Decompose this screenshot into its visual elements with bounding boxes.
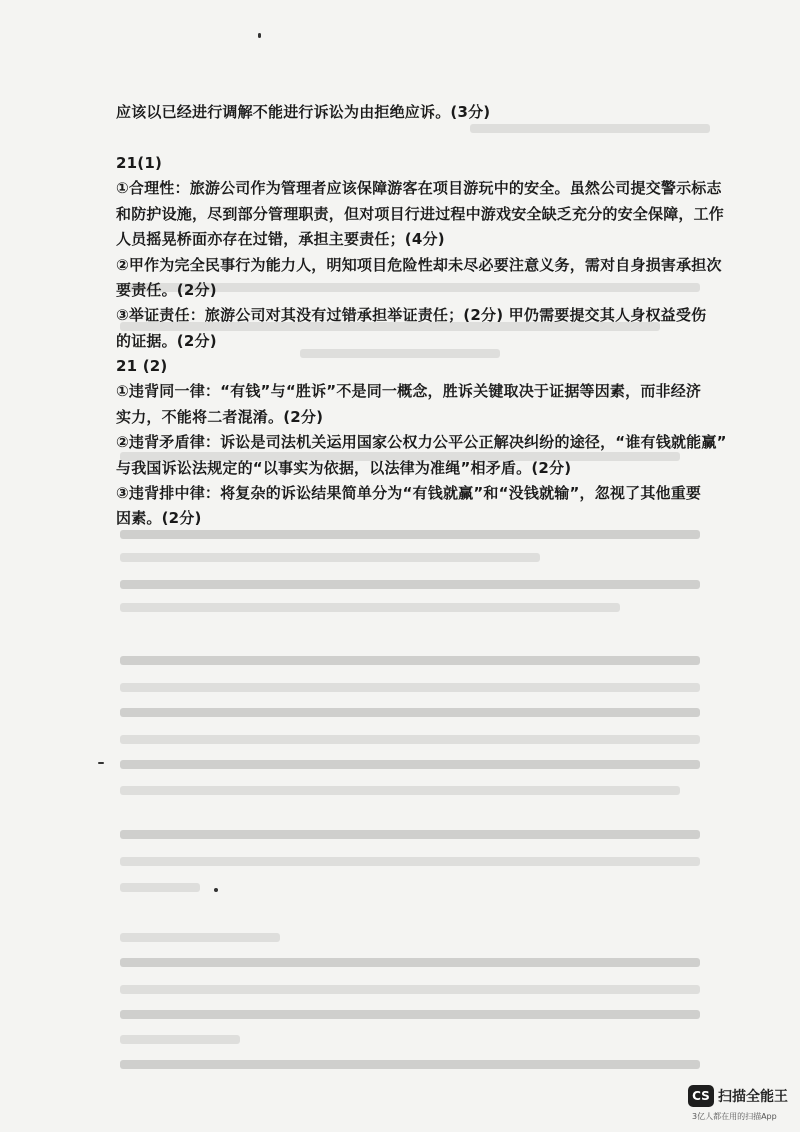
bleed-through-mark: [120, 603, 620, 612]
bleed-through-mark: [120, 1010, 700, 1019]
bleed-through-mark: [120, 683, 700, 692]
answer-line: ②甲作为完全民事行为能力人，明知项目危险性却未尽必要注意义务，需对自身损害承担次: [116, 256, 722, 274]
scan-speck: [98, 762, 104, 764]
scan-speck: [258, 33, 261, 38]
bleed-through-mark: [120, 530, 700, 539]
answer-line: 与我国诉讼法规定的“以事实为依据，以法律为准绳”相矛盾。(2分): [116, 459, 572, 477]
bleed-through-mark: [470, 124, 710, 133]
watermark-name: 扫描全能王: [718, 1089, 788, 1105]
answer-line: ②违背矛盾律：诉讼是司法机关运用国家公权力公平公正解决纠纷的途径，“谁有钱就能赢”: [116, 433, 727, 451]
answer-line: 的证据。(2分): [116, 332, 217, 350]
bleed-through-mark: [120, 760, 700, 769]
bleed-through-mark: [120, 708, 700, 717]
answer-line: 因素。(2分): [116, 509, 202, 527]
bleed-through-mark: [120, 857, 700, 866]
bleed-through-mark: [120, 580, 700, 589]
answer-line: 和防护设施，尽到部分管理职责，但对项目行进过程中游戏安全缺乏充分的安全保障，工作: [116, 205, 725, 223]
scanner-watermark: [688, 1083, 798, 1123]
answer-line: 应该以已经进行调解不能进行诉讼为由拒绝应诉。(3分): [116, 103, 491, 121]
answer-line: ③举证责任：旅游公司对其没有过错承担举证责任；(2分) 甲仍需要提交其人身权益受伤: [116, 306, 707, 324]
question-label: 21 (2): [116, 357, 168, 375]
bleed-through-mark: [120, 553, 540, 562]
bleed-through-mark: [120, 883, 200, 892]
answer-line: 要责任。(2分): [116, 281, 217, 299]
bleed-through-mark: [120, 1060, 700, 1069]
bleed-through-mark: [120, 1035, 240, 1044]
answer-line: 实力，不能将二者混淆。(2分): [116, 408, 324, 426]
bleed-through-mark: [120, 830, 700, 839]
answer-line: 人员摇晃桥面亦存在过错，承担主要责任；(4分): [116, 230, 445, 248]
bleed-through-mark: [120, 958, 700, 967]
camscanner-logo-icon: CS: [688, 1085, 714, 1107]
question-label: 21(1): [116, 154, 163, 172]
answer-line: ③违背排中律：将复杂的诉讼结果简单分为“有钱就赢”和“没钱就输”，忽视了其他重要: [116, 484, 702, 502]
bleed-through-mark: [120, 656, 700, 665]
answer-line: ①违背同一律：“有钱”与“胜诉”不是同一概念，胜诉关键取决于证据等因素，而非经济: [116, 382, 702, 400]
answer-line: ①合理性：旅游公司作为管理者应该保障游客在项目游玩中的安全。虽然公司提交警示标志: [116, 179, 722, 197]
bleed-through-mark: [120, 735, 700, 744]
bleed-through-mark: [120, 933, 280, 942]
bleed-through-mark: [120, 985, 700, 994]
bleed-through-mark: [120, 786, 680, 795]
watermark-tagline: 3亿人都在用的扫描App: [692, 1112, 777, 1121]
bleed-through-mark: [300, 349, 500, 358]
scan-speck: [214, 888, 218, 892]
